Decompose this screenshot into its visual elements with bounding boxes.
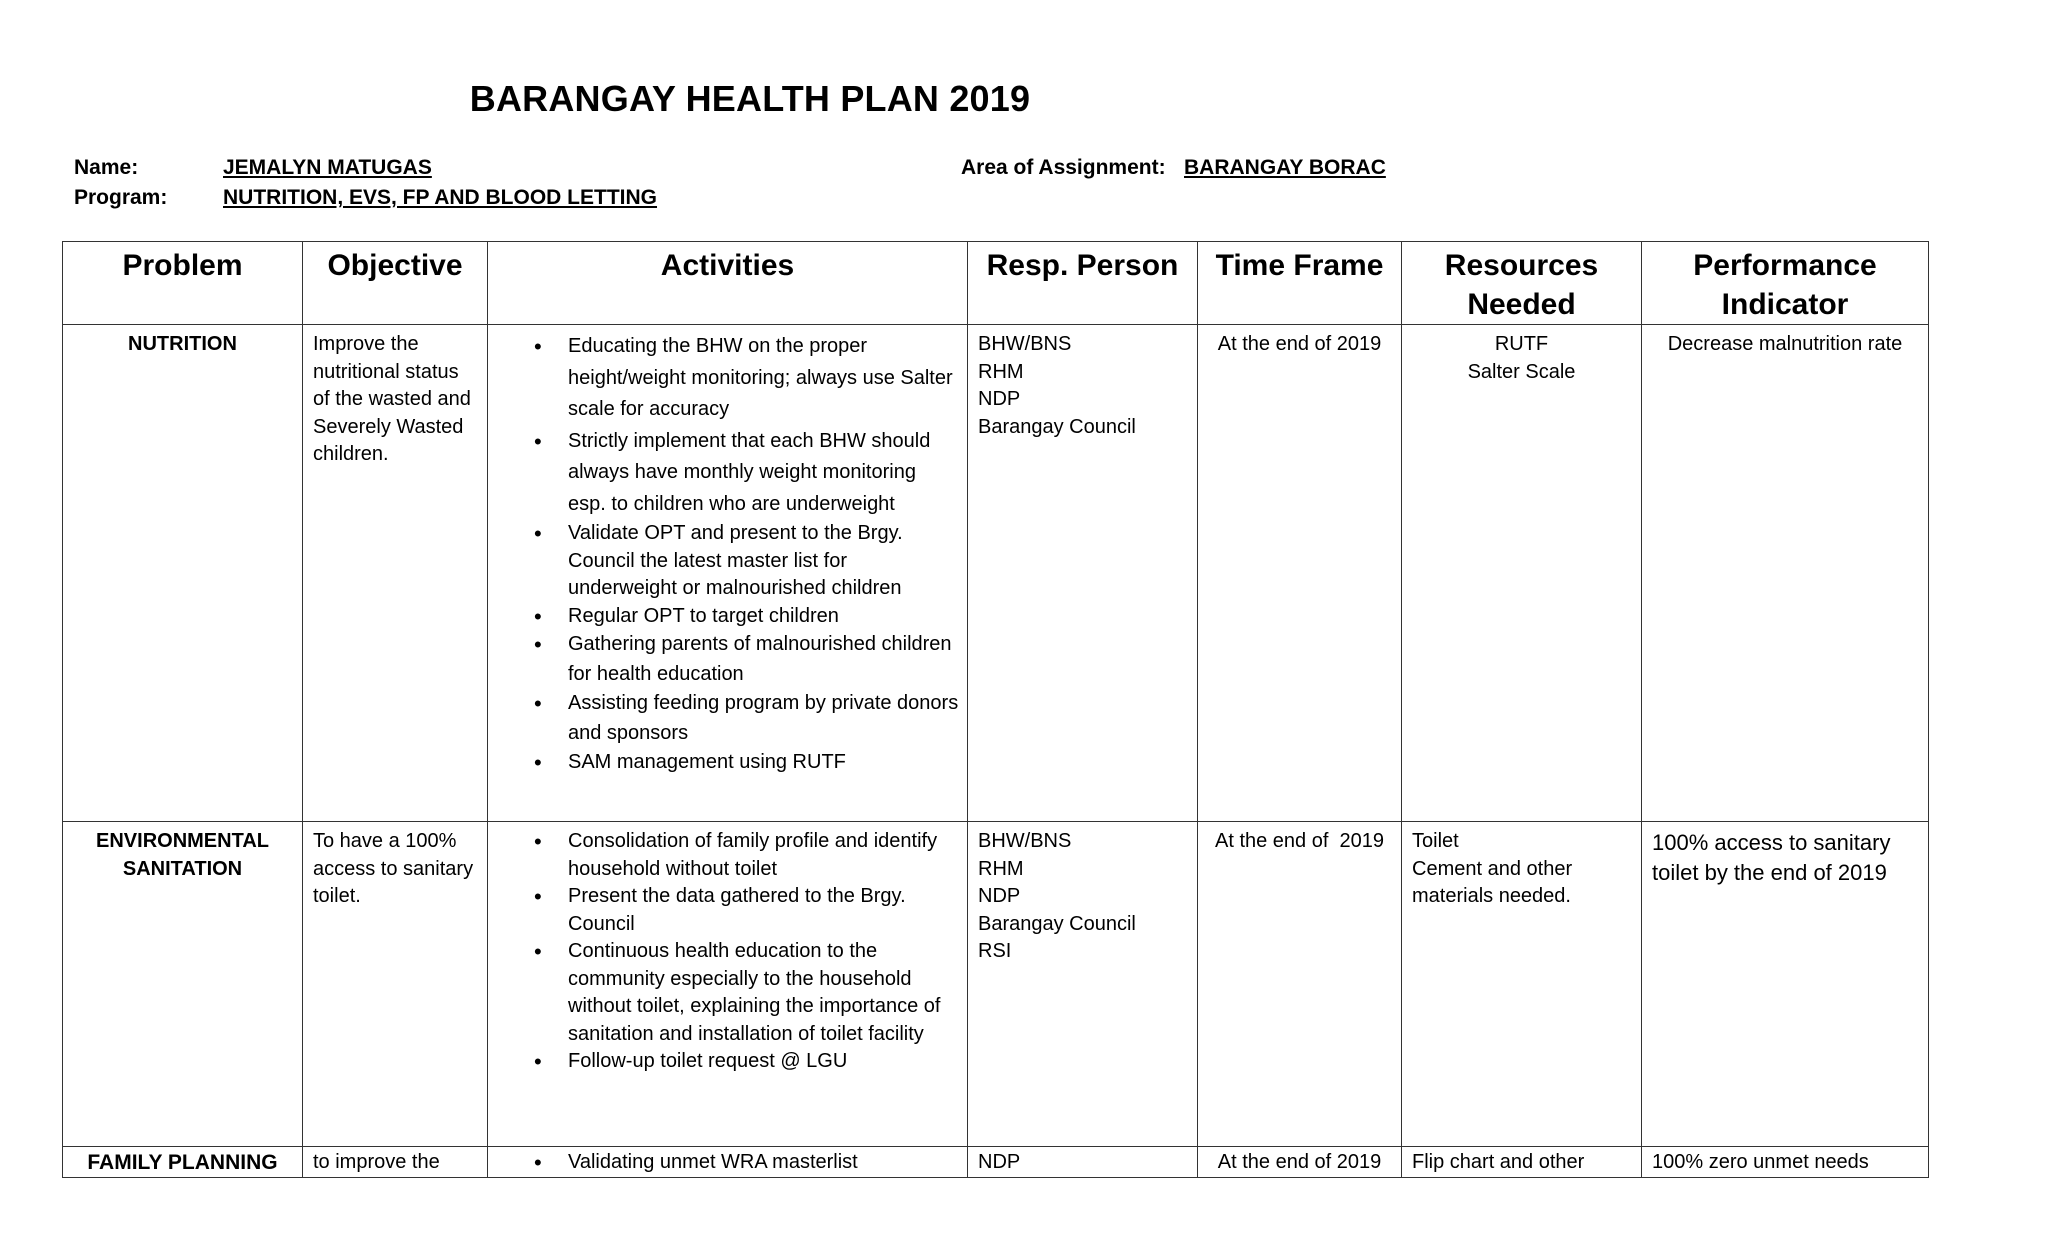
program-value: NUTRITION, EVS, FP AND BLOOD LETTING	[223, 186, 658, 209]
list-item: • Present the data gathered to the Brgy. Council	[508, 883, 959, 938]
resources-cell	[1402, 822, 1641, 911]
name-value: JEMALYN MATUGAS	[223, 156, 432, 179]
list-item: • Validating unmet WRA masterlist	[508, 1149, 959, 1177]
resp-person: BHW/BNS	[978, 830, 1072, 852]
page-title: BARANGAY HEALTH PLAN 2019	[469, 78, 1031, 119]
area-line	[961, 153, 1386, 182]
list-item: • Follow-up toilet request @ LGU	[508, 1048, 959, 1076]
list-item: • Consolidation of family profile and identify household without toilet	[508, 828, 959, 883]
resp-person: Barangay Council	[978, 912, 1136, 935]
resp-person: RHM	[978, 360, 1024, 383]
table-row	[63, 325, 1929, 822]
indicator-cell: 100% access to sanitary toilet by the end of 2019	[1652, 830, 1891, 885]
resources-cell: Flip chart and other	[1412, 1151, 1585, 1173]
health-plan-table	[62, 241, 1929, 1178]
program-label: Program:	[74, 186, 168, 209]
list-item: • Validate OPT and present to the Brgy. Council the latest master list for underweight or malnourished children	[508, 520, 959, 603]
column-header: Problem	[63, 242, 303, 325]
list-item: • Regular OPT to target children	[508, 603, 959, 631]
resp-person-cell: NDP	[978, 1151, 1021, 1173]
column-header: Activities	[488, 242, 968, 325]
resp-person: RSI	[978, 940, 1012, 962]
resp-person: BHW/BNS	[978, 333, 1072, 355]
resp-person: Barangay Council	[978, 415, 1136, 438]
table-header-row	[63, 242, 1929, 325]
list-item: • Assisting feeding program by private donors and sponsors	[508, 689, 959, 748]
resp-person: RHM	[978, 857, 1024, 880]
time-frame-cell: At the end of 2019	[1217, 1151, 1382, 1173]
resource-item: Salter Scale	[1467, 360, 1576, 383]
list-item: • SAM management using RUTF	[508, 748, 959, 778]
objective-cell: Improve the nutritional status of the wasted and Severely Wasted children.	[313, 333, 471, 465]
list-item: • Strictly implement that each BHW should always have monthly weight monitoring esp. to children who are underweight	[508, 426, 959, 521]
resources-cell	[1402, 325, 1641, 386]
column-header: Resources Needed	[1402, 242, 1642, 325]
problem-cell: FAMILY PLANNING	[87, 1151, 278, 1174]
problem-cell: ENVIRONMENTAL SANITATION	[96, 830, 269, 880]
list-item: • Gathering parents of malnourished children for health education	[508, 630, 959, 689]
area-value: BARANGAY BORAC	[1184, 156, 1386, 179]
time-frame-cell: At the end of 2019	[1214, 830, 1385, 852]
table-row	[63, 1147, 1929, 1178]
objective-cell: to improve the	[313, 1151, 440, 1173]
problem-cell: NUTRITION	[128, 333, 237, 355]
activities-list	[488, 822, 967, 1076]
resp-person-cell	[968, 325, 1197, 441]
name-line	[74, 153, 432, 182]
resp-person-cell	[968, 822, 1197, 966]
indicator-cell: Decrease malnutrition rate	[1667, 333, 1903, 355]
name-label: Name:	[74, 156, 139, 179]
objective-cell: To have a 100% access to sanitary toilet.	[313, 830, 474, 907]
resp-person: NDP	[978, 885, 1021, 907]
column-header: Time Frame	[1198, 242, 1402, 325]
table-row	[63, 822, 1929, 1147]
indicator-cell: 100% zero unmet needs	[1652, 1151, 1869, 1173]
activities-list	[488, 1147, 967, 1177]
resource-item: RUTF	[1494, 333, 1549, 355]
column-header: Resp. Person	[968, 242, 1198, 325]
resp-person: NDP	[978, 388, 1021, 410]
program-line	[74, 183, 657, 212]
resource-item: Toilet	[1412, 830, 1459, 852]
column-header: Performance Indicator	[1642, 242, 1929, 325]
activities-list	[488, 325, 967, 778]
column-header: Objective	[303, 242, 488, 325]
resource-item: Cement and other materials needed.	[1412, 857, 1573, 907]
area-label: Area of Assignment:	[961, 156, 1166, 179]
time-frame-cell: At the end of 2019	[1217, 333, 1382, 355]
list-item: • Continuous health education to the community especially to the household without toilet, explaining the importance of sanitation and installation of toilet facility	[508, 938, 959, 1048]
list-item: • Educating the BHW on the proper height/weight monitoring; always use Salter scale for accuracy	[508, 331, 959, 426]
